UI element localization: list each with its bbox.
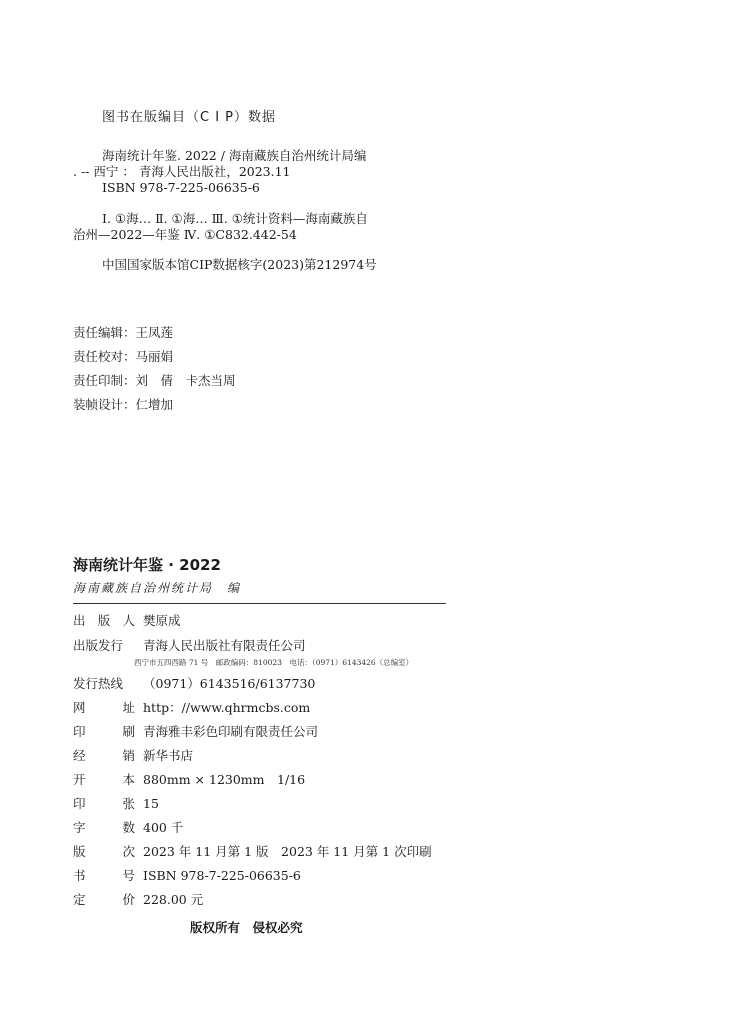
publication-row-label bbox=[73, 770, 135, 788]
label-char: 出版发行 bbox=[73, 638, 124, 653]
credit-value: 刘 倩 卡杰当周 bbox=[135, 373, 236, 388]
label-char: 定 bbox=[73, 892, 86, 907]
publication-row-value: 新华书店 bbox=[143, 748, 194, 763]
publication-row-label bbox=[73, 611, 135, 629]
label-char: 销 bbox=[122, 748, 135, 763]
publication-row-value: http：//www.qhrmcbs.com bbox=[143, 700, 311, 715]
label-char: 书 bbox=[73, 868, 86, 883]
publication-row bbox=[73, 770, 305, 788]
publication-row-label bbox=[73, 890, 135, 908]
label-char: 号 bbox=[122, 868, 135, 883]
publication-row bbox=[73, 611, 181, 629]
publication-row-value: 15 bbox=[143, 796, 159, 811]
publication-row-label bbox=[73, 818, 135, 836]
publication-row-label bbox=[73, 674, 135, 692]
publication-row-value: （0971）6143516/6137730 bbox=[143, 676, 316, 691]
publication-row-label bbox=[73, 746, 135, 764]
label-char: 刷 bbox=[122, 724, 135, 739]
label-char: 价 bbox=[122, 892, 135, 907]
publication-row-label bbox=[73, 842, 135, 860]
label-char: 网 bbox=[73, 700, 86, 715]
cip-line-4: Ⅰ. ①海… Ⅱ. ①海… Ⅲ. ①统计资料—海南藏族自 bbox=[102, 211, 368, 226]
publication-row-label bbox=[73, 636, 135, 654]
publication-row bbox=[73, 674, 315, 692]
cip-line-3: ISBN 978-7-225-06635-6 bbox=[102, 180, 260, 195]
credit-design bbox=[73, 395, 173, 413]
credit-label: 责任校对： bbox=[73, 349, 136, 364]
publication-row-label bbox=[73, 794, 135, 812]
cip-line-1: 海南统计年鉴. 2022 / 海南藏族自治州统计局编 bbox=[102, 148, 367, 163]
publisher-address: 西宁市五四西路 71 号 邮政编码：810023 电话：（0971）6143426（总编室） bbox=[134, 658, 414, 667]
label-char: 印 bbox=[73, 724, 86, 739]
divider bbox=[73, 603, 446, 604]
publication-row-label bbox=[73, 698, 135, 716]
credit-proofreader bbox=[73, 347, 173, 365]
credit-label: 装帧设计： bbox=[73, 397, 136, 412]
book-title: 海南统计年鉴 · 2022 bbox=[73, 556, 221, 574]
publication-row-label bbox=[73, 722, 135, 740]
publication-row-value: 2023 年 11 月第 1 版 2023 年 11 月第 1 次印刷 bbox=[143, 844, 432, 859]
credit-value: 王凤莲 bbox=[135, 325, 174, 340]
publication-row bbox=[73, 794, 159, 812]
publication-row bbox=[73, 866, 301, 884]
label-char: 张 bbox=[122, 796, 135, 811]
label-char: 数 bbox=[122, 820, 135, 835]
label-char: 经 bbox=[73, 748, 86, 763]
cip-line-6: 中国国家版本馆CIP数据核字(2023)第212974号 bbox=[102, 257, 377, 272]
publication-row-value: 青海人民出版社有限责任公司 bbox=[143, 638, 306, 653]
label-char: 人 bbox=[122, 613, 135, 628]
publication-row bbox=[73, 818, 183, 836]
credit-label: 责任印制： bbox=[73, 373, 136, 388]
label-char: 址 bbox=[122, 700, 135, 715]
credit-editor bbox=[73, 323, 173, 341]
label-char: 版 bbox=[73, 844, 86, 859]
publication-row-label bbox=[73, 866, 135, 884]
credit-value: 马丽娟 bbox=[135, 349, 174, 364]
label-char: 发行热线 bbox=[73, 676, 124, 691]
label-char: 版 bbox=[97, 613, 111, 628]
publication-row-value: 青海雅丰彩色印刷有限责任公司 bbox=[143, 724, 319, 739]
label-char: 开 bbox=[73, 772, 86, 787]
book-editor: 海南藏族自治州统计局 编 bbox=[73, 581, 242, 595]
label-char: 本 bbox=[122, 772, 135, 787]
cip-line-2: . -- 西宁 ： 青海人民出版社，2023.11 bbox=[73, 164, 291, 179]
publication-row-value: 228.00 元 bbox=[143, 892, 204, 907]
label-char: 字 bbox=[73, 820, 86, 835]
copyright-notice: 版权所有 侵权必究 bbox=[190, 920, 303, 935]
publication-row bbox=[73, 698, 310, 716]
publication-row-value: 400 千 bbox=[143, 820, 184, 835]
credit-label: 责任编辑： bbox=[73, 325, 136, 340]
cip-heading: 图书在版编目（C I P）数据 bbox=[102, 110, 277, 125]
label-char: 印 bbox=[73, 796, 86, 811]
publication-row-value: 880mm × 1230mm 1/16 bbox=[143, 772, 306, 787]
cip-line-5: 治州—2022—年鉴 Ⅳ. ①C832.442-54 bbox=[73, 227, 297, 242]
publication-row bbox=[73, 842, 432, 860]
publication-row bbox=[73, 636, 306, 654]
credit-value: 仁增加 bbox=[135, 397, 174, 412]
publication-row bbox=[73, 746, 193, 764]
publication-row bbox=[73, 890, 203, 908]
publication-row-value: 樊原成 bbox=[143, 613, 181, 628]
publication-row-value: ISBN 978-7-225-06635-6 bbox=[143, 868, 301, 883]
credit-printing bbox=[73, 371, 236, 389]
label-char: 出 bbox=[73, 613, 86, 628]
label-char: 次 bbox=[122, 844, 135, 859]
publication-row bbox=[73, 722, 318, 740]
